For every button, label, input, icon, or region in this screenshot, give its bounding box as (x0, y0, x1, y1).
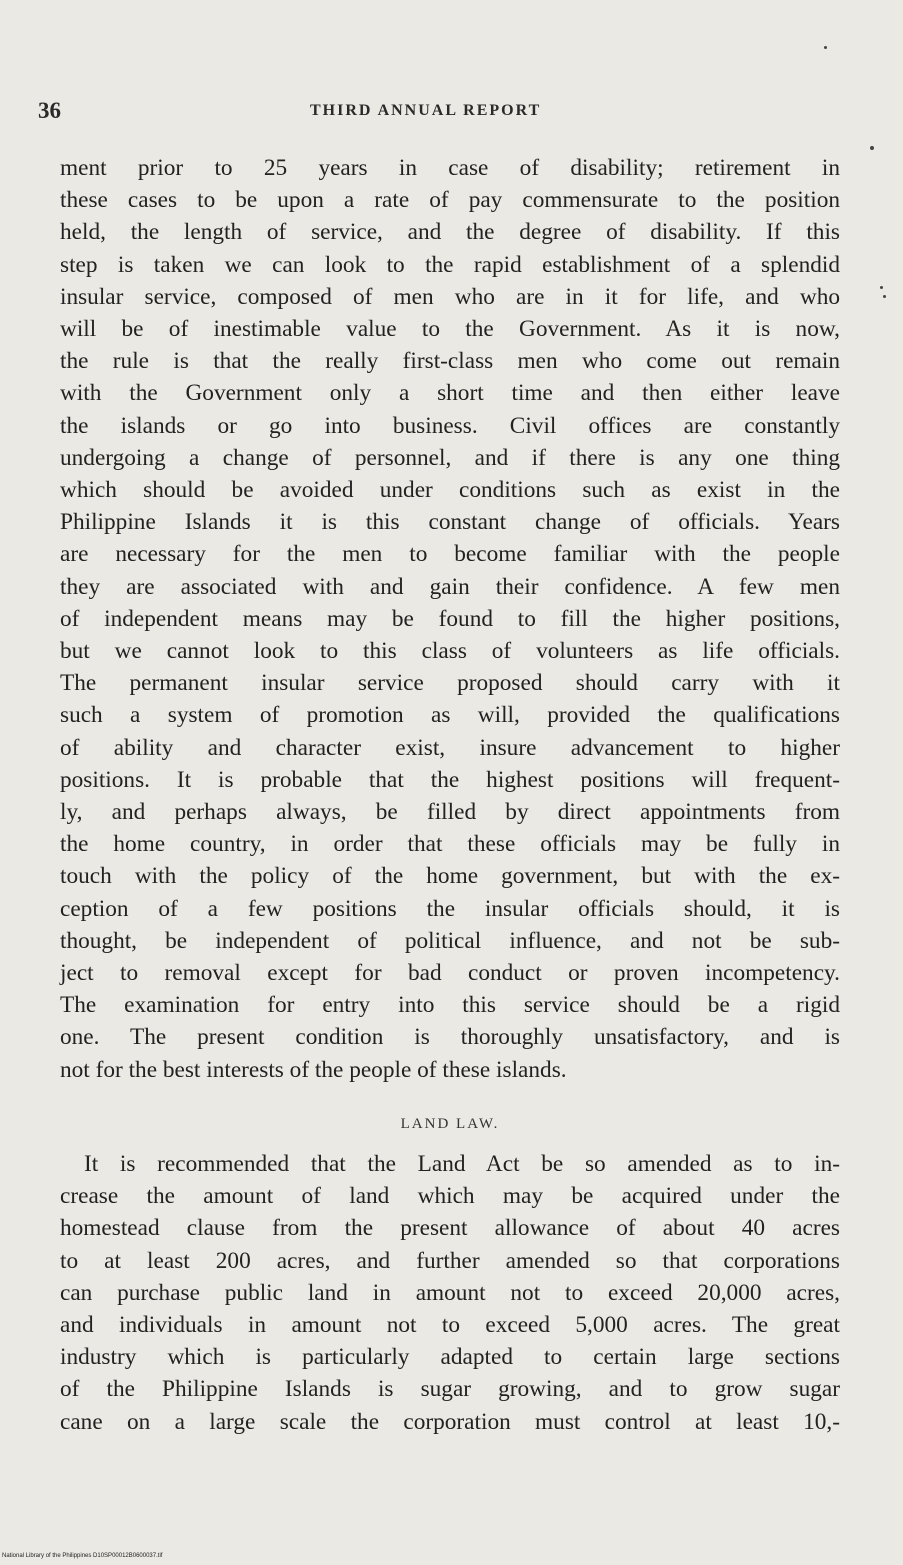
text-line: undergoing a change of personnel, and if there is any one thing (60, 444, 840, 471)
text-line: to at least 200 acres, and further amended so that corporations (60, 1247, 840, 1274)
text-line: thought, be independent of political influence, and not be sub- (60, 927, 840, 954)
text-line: but we cannot look to this class of volunteers as life officials. (60, 638, 840, 665)
running-head: THIRD ANNUAL REPORT (310, 102, 542, 119)
ink-speck (824, 46, 827, 49)
text-line: such a system of promotion as will, provided the qualifications (60, 702, 840, 729)
text-line: insular service, composed of men who are in it for life, and who (60, 283, 840, 310)
paragraph (60, 152, 840, 1086)
text-line: industry which is particularly adapted to certain large sections (60, 1344, 840, 1371)
library-footer-note: National Library of the Philippines D10SP00012B0600037.tif (2, 1553, 163, 1559)
text-line: ject to removal except for bad conduct or proven incompetency. (60, 960, 840, 987)
text-line: can purchase public land in amount not to exceed 20,000 acres, (60, 1279, 840, 1306)
text-line: the home country, in order that these officials may be fully in (60, 831, 840, 858)
text-line: are necessary for the men to become familiar with the people (60, 541, 840, 568)
text-line: not for the best interests of the people of these islands. (60, 1056, 567, 1083)
text-line: which should be avoided under conditions such as exist in the (60, 477, 840, 504)
text-line: ly, and perhaps always, be filled by direct appointments from (60, 799, 840, 826)
text-line: homestead clause from the present allowance of about 40 acres (60, 1215, 840, 1242)
ink-speck (870, 146, 874, 150)
text-line: It is recommended that the Land Act be so amended as to in- (84, 1150, 840, 1177)
text-line: The permanent insular service proposed should carry with it (60, 670, 840, 697)
text-line: the rule is that the really first-class men who come out remain (60, 348, 840, 375)
text-line: crease the amount of land which may be acquired under the (60, 1183, 840, 1210)
paragraph (60, 1148, 840, 1438)
text-line: ception of a few positions the insular officials should, it is (60, 895, 840, 922)
text-line: these cases to be upon a rate of pay commensurate to the position (60, 187, 840, 214)
text-line: with the Government only a short time and then either leave (60, 380, 840, 407)
text-line: they are associated with and gain their confidence. A few men (60, 573, 840, 600)
ink-speck (883, 295, 886, 298)
text-line: of ability and character exist, insure advancement to higher (60, 734, 840, 761)
ink-speck (880, 286, 883, 289)
text-line: cane on a large scale the corporation must control at least 10,- (60, 1408, 840, 1435)
body-text (60, 152, 840, 1438)
text-line: step is taken we can look to the rapid establishment of a splendid (60, 251, 840, 278)
page-number: 36 (38, 98, 61, 123)
text-line: touch with the policy of the home government, but with the ex- (60, 863, 840, 890)
text-line: of the Philippine Islands is sugar growing, and to grow sugar (60, 1376, 840, 1403)
text-line: will be of inestimable value to the Government. As it is now, (60, 316, 840, 343)
text-line: ment prior to 25 years in case of disability; retirement in (60, 155, 840, 181)
text-line: the islands or go into business. Civil offices are constantly (60, 412, 840, 439)
text-line: The examination for entry into this service should be a rigid (60, 992, 840, 1019)
section-heading: LAND LAW. (400, 1115, 500, 1132)
text-line: one. The present condition is thoroughly unsatisfactory, and is (60, 1024, 840, 1051)
text-line: Philippine Islands it is this constant change of officials. Years (60, 509, 840, 536)
text-line: positions. It is probable that the highest positions will frequent- (60, 766, 840, 793)
text-line: and individuals in amount not to exceed 5,000 acres. The great (60, 1311, 840, 1338)
text-line: held, the length of service, and the degree of disability. If this (60, 219, 840, 246)
page-header (38, 98, 843, 126)
text-line: of independent means may be found to fill the higher positions, (60, 605, 840, 632)
